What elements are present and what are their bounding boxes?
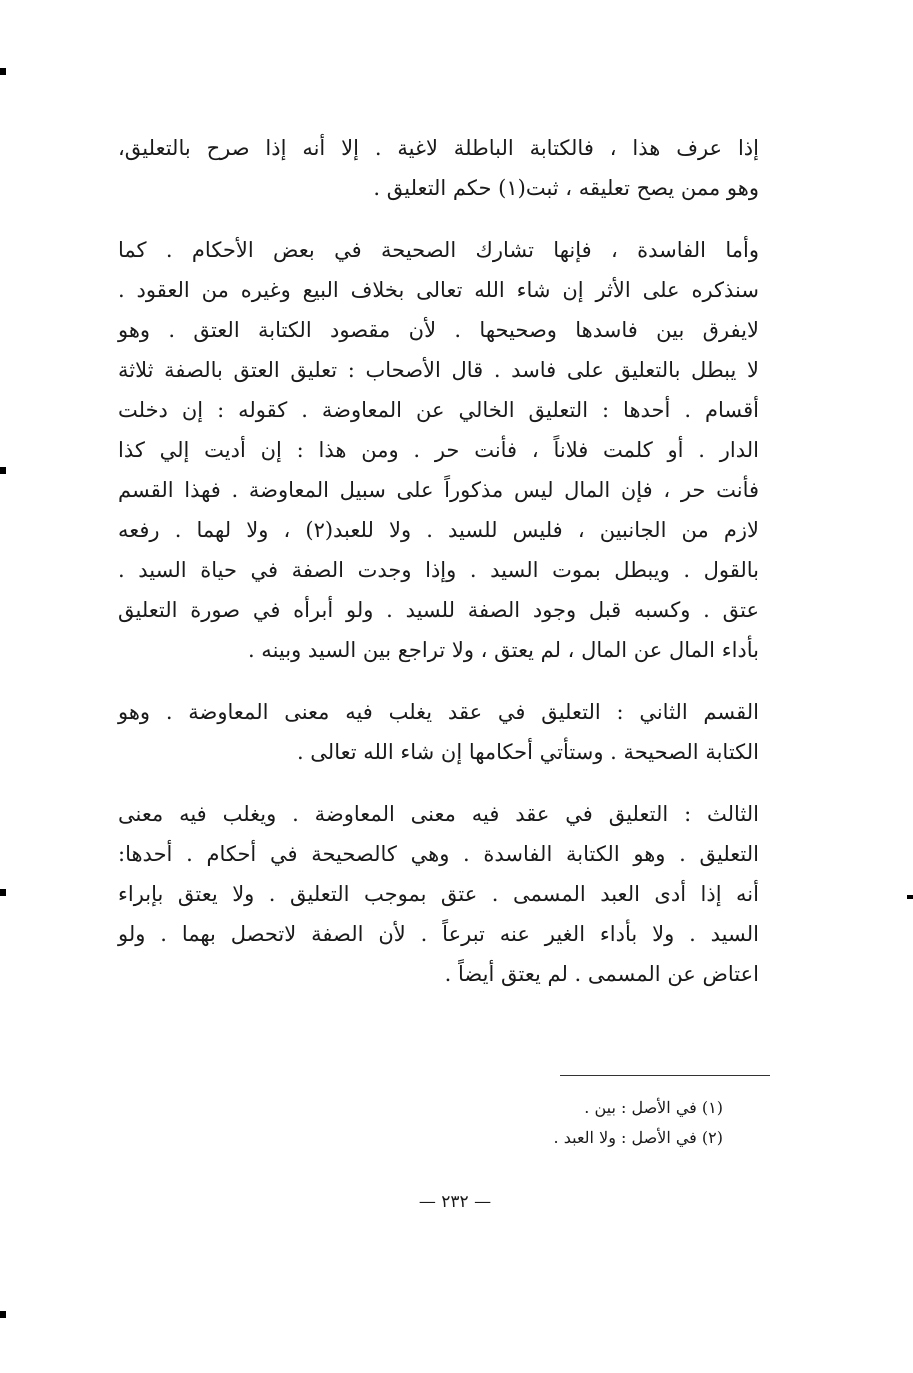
- scan-margin-mark: [0, 889, 6, 896]
- text-line: وأما الفاسدة ، فإنها تشارك الصحيحة في بعض الأحكام . كما: [118, 238, 759, 262]
- text-line: الثالث : التعليق في عقد فيه معنى المعاوضة . ويغلب فيه معنى: [118, 802, 759, 826]
- text-line: أنه إذا أدى العبد المسمى . عتق بموجب التعليق . ولا يعتق بإبراء: [118, 882, 759, 906]
- text-line: بأداء المال عن المال ، لم يعتق ، ولا تراجع بين السيد وبينه .: [247, 638, 759, 662]
- text-line: السيد . ولا بأداء الغير عنه تبرعاً . لأن الصفة لاتحصل بهما . ولو: [118, 922, 759, 946]
- text-line: القسم الثاني : التعليق في عقد يغلب فيه معنى المعاوضة . وهو: [118, 700, 759, 724]
- footnote: (٢) في الأصل : ولا العبد .: [553, 1128, 723, 1147]
- text-line: أقسام . أحدها : التعليق الخالي عن المعاوضة . كقوله : إن دخلت: [118, 398, 759, 422]
- text-line: الدار . أو كلمت فلاناً ، فأنت حر . ومن هذا : إن أديت إلي كذا: [118, 438, 759, 462]
- text-line: فأنت حر ، فإن المال ليس مذكوراً على سبيل المعاوضة . فهذا القسم: [118, 478, 759, 502]
- scan-margin-mark: [0, 467, 6, 474]
- scan-margin-mark: [0, 1311, 6, 1318]
- footnote-divider: [560, 1075, 770, 1076]
- text-line: الكتابة الصحيحة . وستأتي أحكامها إن شاء الله تعالى .: [296, 740, 759, 764]
- text-line: لايفرق بين فاسدها وصحيحها . لأن مقصود الكتابة العتق . وهو: [118, 318, 759, 342]
- main-text: [118, 128, 783, 1016]
- paragraph: [118, 794, 783, 994]
- text-line: وهو ممن يصح تعليقه ، ثبت(١) حكم التعليق .: [373, 176, 759, 200]
- scan-margin-mark: [907, 895, 913, 899]
- text-line: اعتاض عن المسمى . لم يعتق أيضاً .: [444, 962, 759, 986]
- text-line: التعليق . وهو الكتابة الفاسدة . وهي كالصحيحة في أحكام . أحدها:: [118, 842, 759, 866]
- paragraph: [118, 128, 783, 208]
- text-line: عتق . وكسبه قبل وجود الصفة للسيد . ولو أبرأه في صورة التعليق: [118, 598, 759, 622]
- text-line: إذا عرف هذا ، فالكتابة الباطلة لاغية . إلا أنه إذا صرح بالتعليق،: [118, 136, 759, 160]
- text-line: بالقول . ويبطل بموت السيد . وإذا وجدت الصفة في حياة السيد .: [118, 558, 759, 582]
- page-number: — ٢٣٢ —: [418, 1192, 492, 1212]
- footnotes: [323, 1093, 723, 1153]
- scan-margin-mark: [0, 68, 6, 75]
- paragraph: [118, 230, 783, 670]
- text-line: لازم من الجانبين ، فليس للسيد . ولا للعبد(٢) ، ولا لهما . رفعه: [118, 518, 759, 542]
- paragraph: [118, 692, 783, 772]
- text-line: لا يبطل بالتعليق على فاسد . قال الأصحاب : تعليق العتق بالصفة ثلاثة: [118, 358, 759, 382]
- footnote: (١) في الأصل : بين .: [584, 1098, 723, 1117]
- text-line: سنذكره على الأثر إن شاء الله تعالى بخلاف البيع وغيره من العقود .: [118, 278, 759, 302]
